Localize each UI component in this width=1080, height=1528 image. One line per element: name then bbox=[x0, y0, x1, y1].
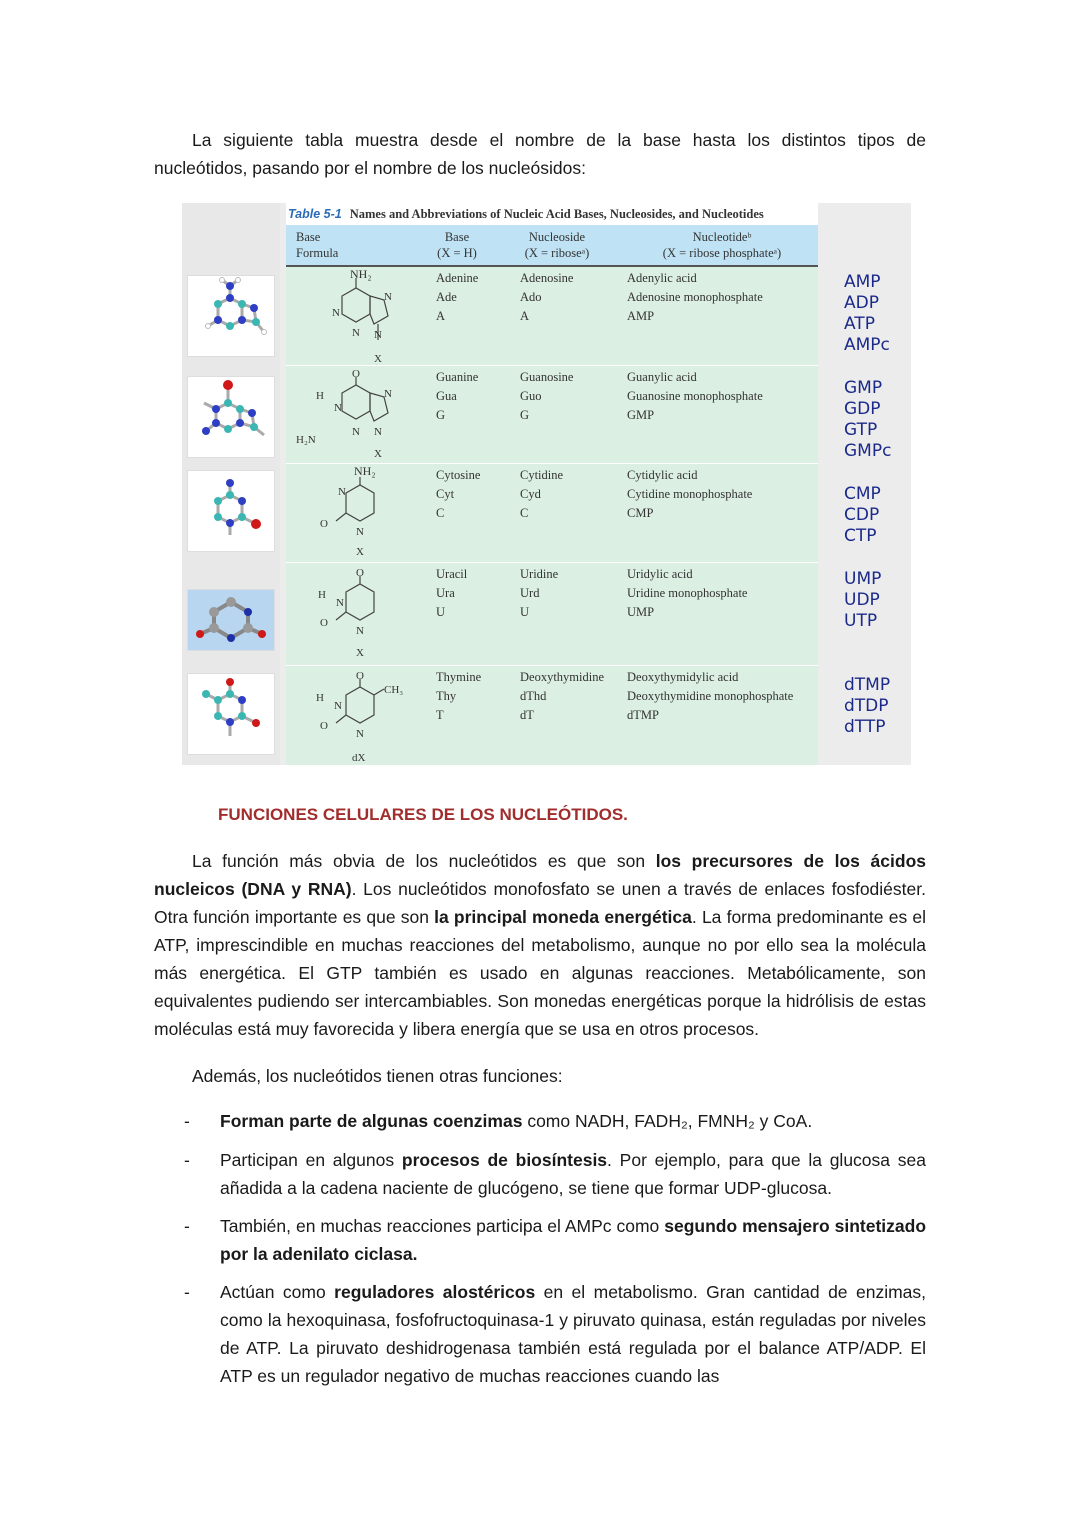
structure-label: dX bbox=[352, 752, 366, 764]
table-row bbox=[286, 463, 818, 563]
structure-label: N bbox=[332, 307, 340, 319]
base-name: Cytosine Cyt C bbox=[436, 468, 481, 520]
abbreviations-guanine: GMP GDP GTP GMPc bbox=[844, 378, 892, 461]
structure-label: N bbox=[374, 329, 382, 341]
document-page: La siguiente tabla muestra desde el nombre de la base hasta los distintos tipos de nucleótidos, pasando por el nombre de los nucleósidos: Table 5-1 Names and Abbreviations of Nucleic Acid Bases, Nucleosides, and Nucleotides Base Formula Base (X = H) Nucleoside (X = riboseᵃ) Nucleotideᵇ (X = ribose phosphateᵃ) NH₂ N N N N X Adenine Ade A Adenosine Ado A Adenylic acid Adenosine monophosphate AMP O H N H₂N N N N X Guanine Gua G Guanosine Guo G Guanylic acid Guanosine monophosphate GMP NH₂ N O N X Cytosine Cyt C Cytidine Cyd C Cytidylic acid Cytidine monophosphate CMP O H N O N X Uracil Ura U Uridine Urd U Uridylic acid Uridine monophosphate UMP O CH₃ H N O N dX Thymine Thy T Deoxythymidine dThd dT Deoxythymidylic acid Deoxythymidine monophosphate dTMP AMP ADP ATP AMPc GMP GDP GTP GMPc CMP CDP CTP UMP UDP UTP dTMP dTDP dTTP FUNCIONES CELULARES DE LOS NUCLEÓTIDOS. La función más obvia de los nucleótidos es que son los precursores de los ácidos nucleicos (DNA y RNA). Los nucleótidos monofosfato se unen a través de enlaces fosfodiéster. Otra función importante es que son la principal moneda energética. La forma predominante es el ATP, imprescindible en muchas reacciones del metabolismo, aunque no por ello sea la molécula más energética. El GTP también es usado en algunas reacciones. Metabólicamente, son equivalentes pudiendo ser intercambiables. Son monedas energéticas porque la hidrólisis de estas moléculas está muy favorecida y libera energía que se usa en otros procesos. Además, los nucleótidos tienen otras funciones: - Forman parte de algunas coenzimas como NADH, FADH₂, FMNH₂ y CoA. - Participan en algunos procesos de biosíntesis. Por ejemplo, para que la glucosa sea añadida a la cadena naciente de glucógeno, se tiene que formar UDP-glucosa. - También, en muchas reacciones participa el AMPc como segundo mensajero sintetizado por la adenilato ciclasa. - Actúan como reguladores alostéricos en el metabolismo. Gran cantidad de enzimas, como la hexoquinasa, fosfofructoquinasa-1 y piruvato quinasa, están reguladas por niveles de ATP. La piruvato deshidrogenasa también está regulada por el balance ATP/ADP. El ATP es un regulador negativo de muchas reacciones cuando las bbox=[0, 0, 1080, 1528]
structure-label: X bbox=[356, 546, 364, 558]
structure-label: N bbox=[356, 728, 364, 740]
structure-label: N bbox=[352, 426, 360, 438]
nucleoside-name: Adenosine Ado A bbox=[520, 271, 574, 323]
nucleotide-name: Deoxythymidylic acid Deoxythymidine monophosphate dTMP bbox=[627, 670, 794, 722]
nucleotide-name: Guanylic acid Guanosine monophosphate GMP bbox=[627, 370, 763, 422]
structure-label: N bbox=[334, 402, 342, 414]
nucleoside-name: Cytidine Cyd C bbox=[520, 468, 564, 520]
structure-label: N bbox=[338, 486, 346, 498]
base-name: Adenine Ade A bbox=[436, 271, 479, 323]
structure-label: CH₃ bbox=[384, 684, 404, 696]
structure-label: X bbox=[374, 448, 382, 460]
structure-label: N bbox=[374, 426, 382, 438]
uracil-ball-model bbox=[187, 589, 275, 651]
nucleotide-table bbox=[286, 203, 818, 765]
nucleotide-name: Uridylic acid Uridine monophosphate UMP bbox=[627, 567, 748, 619]
header-formula: Base Formula bbox=[296, 230, 339, 260]
nucleoside-name: Uridine Urd U bbox=[520, 567, 559, 619]
nucleoside-name: Deoxythymidine dThd dT bbox=[520, 670, 605, 722]
structure-label: O bbox=[356, 670, 364, 682]
header-nucleotide: Nucleotideᵇ (X = ribose phosphateᵃ) bbox=[662, 230, 782, 260]
structure-label: O bbox=[320, 518, 328, 530]
table-row bbox=[286, 365, 818, 464]
functions-paragraph: La función más obvia de los nucleótidos es que son los precursores de los ácidos nucleicos (DNA y RNA). Los nucleótidos monofosfato se unen a través de enlaces fosfodiéster. Otra función importante es que son la principal moneda energética. La forma predominante es el ATP, imprescindible en muchas reacciones del metabolismo, aunque no por ello sea la molécula más energética. El GTP también es usado en algunas reacciones. Metabólicamente, son equivalentes pudiendo ser intercambiables. Son monedas energéticas porque la hidrólisis de estas moléculas está muy favorecida y libera energía que se usa en otros procesos. bbox=[154, 851, 926, 1039]
table-row bbox=[286, 665, 818, 765]
structure-label: O bbox=[320, 720, 328, 732]
structure-label: H bbox=[316, 692, 324, 704]
table-row bbox=[286, 562, 818, 666]
cytosine-structure bbox=[294, 463, 414, 562]
cytosine-ball-model bbox=[187, 470, 275, 552]
structure-label: N bbox=[356, 526, 364, 538]
nucleoside-name: Guanosine Guo G bbox=[520, 370, 574, 422]
nucleotide-name: Cytidylic acid Cytidine monophosphate CMP bbox=[627, 468, 753, 520]
structure-label: N bbox=[334, 700, 342, 712]
structure-label: O bbox=[320, 617, 328, 629]
base-name: Uracil Ura U bbox=[436, 567, 468, 619]
nucleotide-table-figure bbox=[182, 203, 911, 765]
abbreviations-cytosine: CMP CDP CTP bbox=[844, 484, 881, 546]
base-name: Guanine Gua G bbox=[436, 370, 479, 422]
structure-label: N bbox=[384, 388, 392, 400]
structure-label: X bbox=[356, 647, 364, 659]
table-header bbox=[286, 225, 818, 267]
header-base: Base (X = H) bbox=[437, 230, 477, 260]
structure-label: NH₂ bbox=[350, 267, 372, 281]
abbreviations-thymine: dTMP dTDP dTTP bbox=[844, 675, 891, 737]
structure-label: H bbox=[318, 589, 326, 601]
structure-label: O bbox=[352, 368, 360, 380]
table-caption: Table 5-1 Names and Abbreviations of Nucleic Acid Bases, Nucleosides, and Nucleotides bbox=[286, 203, 818, 225]
guanine-ball-model bbox=[187, 376, 275, 458]
guanine-structure bbox=[294, 365, 414, 463]
structure-label: O bbox=[356, 567, 364, 579]
structure-label: H₂N bbox=[296, 434, 316, 446]
structure-label: NH₂ bbox=[354, 464, 376, 478]
structure-label: H bbox=[316, 390, 324, 402]
section-heading: FUNCIONES CELULARES DE LOS NUCLEÓTIDOS. bbox=[218, 805, 628, 824]
intro-paragraph: La siguiente tabla muestra desde el nombre de la base hasta los distintos tipos de nucleótidos, pasando por el nombre de los nucleósidos: bbox=[154, 130, 926, 178]
abbreviations-adenine: AMP ADP ATP AMPc bbox=[844, 272, 890, 355]
structure-label: N bbox=[352, 327, 360, 339]
abbreviations-uracil: UMP UDP UTP bbox=[844, 569, 882, 631]
uracil-structure bbox=[294, 562, 414, 665]
other-functions-paragraph: Además, los nucleótidos tienen otras funciones: bbox=[192, 1066, 563, 1086]
adenine-structure bbox=[294, 266, 414, 365]
table-row bbox=[286, 266, 818, 366]
structure-label: X bbox=[374, 353, 382, 365]
nucleotide-name: Adenylic acid Adenosine monophosphate AMP bbox=[627, 271, 763, 323]
header-nucleoside: Nucleoside (X = riboseᵃ) bbox=[524, 230, 590, 260]
structure-label: N bbox=[356, 625, 364, 637]
ball-models-column bbox=[182, 203, 280, 765]
thymine-ball-model bbox=[187, 673, 275, 755]
structure-label: N bbox=[336, 597, 344, 609]
thymine-structure bbox=[294, 665, 414, 765]
base-name: Thymine Thy T bbox=[436, 670, 482, 722]
adenine-ball-model bbox=[187, 275, 275, 357]
structure-label: N bbox=[384, 291, 392, 303]
